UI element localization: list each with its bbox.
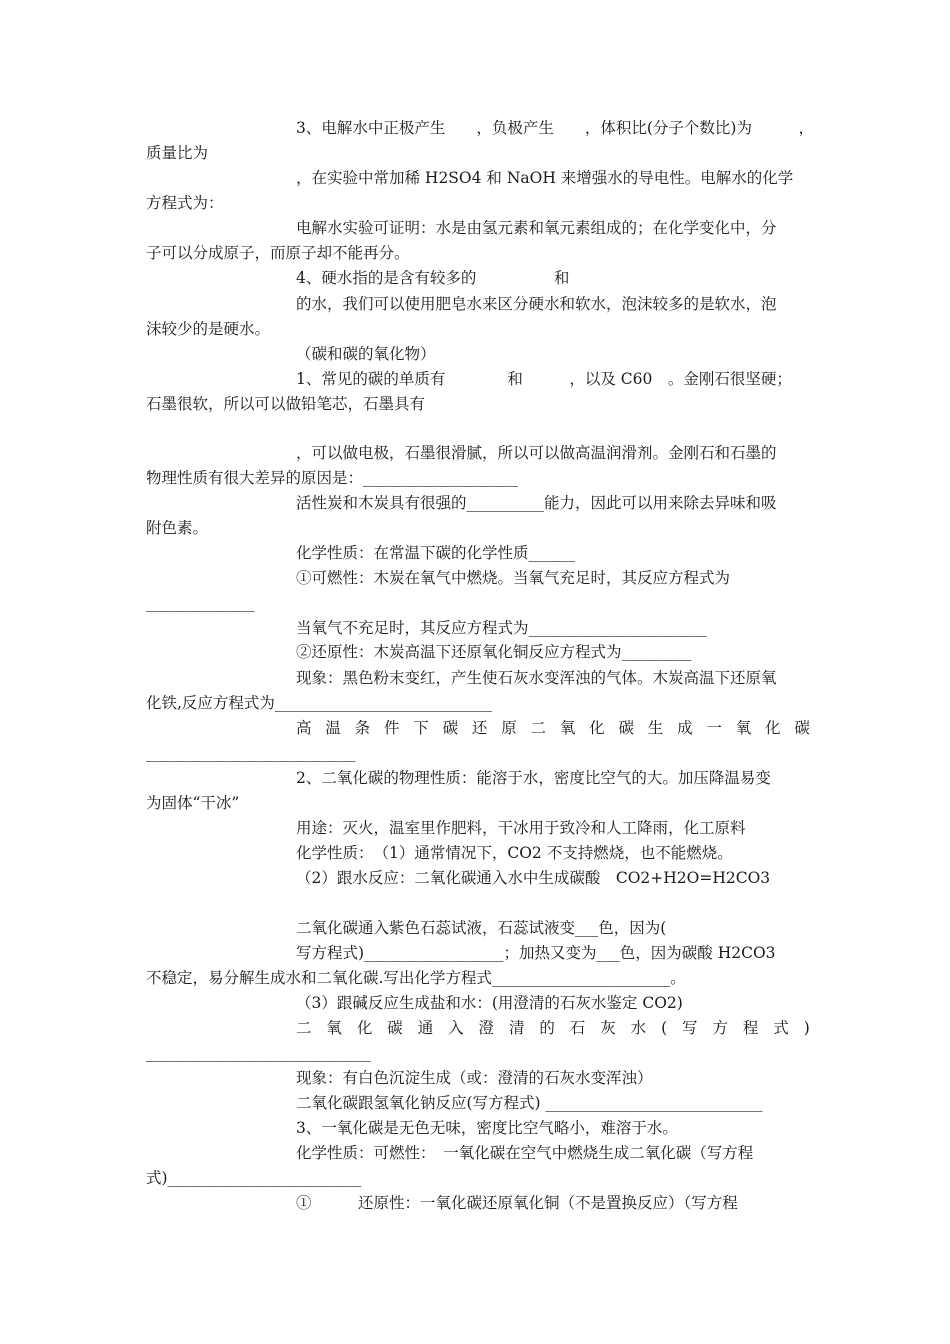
text-line: 为固体“干冰” bbox=[146, 794, 240, 812]
glyph: ( bbox=[661, 1019, 668, 1037]
text-line: 二氧化碳跟氢氧化钠反应(写方程式) ____________________________ bbox=[296, 1094, 763, 1112]
glyph: ) bbox=[803, 1019, 810, 1037]
text-line: 写方程式)__________________；加热又变为___色，因为碳酸 H2CO3 bbox=[296, 944, 776, 962]
glyph: 写 bbox=[682, 1019, 698, 1037]
glyph: 灰 bbox=[600, 1019, 616, 1037]
glyph: 方 bbox=[712, 1019, 728, 1037]
text-line: ______________ bbox=[146, 594, 255, 612]
glyph: 氧 bbox=[326, 1019, 342, 1037]
glyph: 二 bbox=[296, 1019, 312, 1037]
text-line: 式)_________________________ bbox=[146, 1169, 362, 1187]
glyph: 化 bbox=[589, 719, 605, 737]
glyph: 式 bbox=[773, 1019, 789, 1037]
text-line: ① 还原性：一氧化碳还原氧化铜（不是置换反应）（写方程 bbox=[296, 1194, 738, 1212]
glyph: 成 bbox=[677, 719, 693, 737]
text-line: 的水，我们可以使用肥皂水来区分硬水和软水，泡沫较多的是软水，泡 bbox=[296, 295, 777, 313]
glyph: 的 bbox=[539, 1019, 555, 1037]
glyph: 入 bbox=[448, 1019, 464, 1037]
glyph: 碳 bbox=[387, 1019, 403, 1037]
text-line: 电解水实验可证明：水是由氢元素和氧元素组成的；在化学变化中，分 bbox=[296, 219, 777, 237]
text-line: 二氧化碳通入紫色石蕊试液，石蕊试液变___色，因为( bbox=[296, 919, 667, 937]
text-line: 化铁,反应方程式为____________________________ bbox=[146, 694, 492, 712]
glyph: 程 bbox=[742, 1019, 759, 1037]
text-line: 用途：灭火，温室里作肥料，干冰用于致冷和人工降雨，化工原料 bbox=[296, 819, 746, 837]
glyph: 化 bbox=[765, 719, 781, 737]
text-line: ①可燃性：木炭在氧气中燃烧。当氧气充足时，其反应方程式为 bbox=[296, 569, 731, 587]
glyph: 下 bbox=[413, 719, 429, 737]
glyph: 碳 bbox=[794, 719, 810, 737]
section-heading: （碳和碳的氧化物） bbox=[296, 345, 436, 363]
text-line: 石墨很软，所以可以做铅笔芯，石墨具有 bbox=[146, 395, 426, 413]
text-line: 现象：黑色粉末变红，产生使石灰水变浑浊的气体。木炭高温下还原氧 bbox=[296, 669, 777, 687]
text-line: ___________________________ bbox=[146, 744, 356, 762]
glyph: 一 bbox=[706, 719, 722, 737]
text-line: _____________________________ bbox=[146, 1044, 371, 1062]
glyph: 清 bbox=[508, 1019, 525, 1037]
text-line: 方程式为： bbox=[146, 194, 224, 212]
text-line: 3、一氧化碳是无色无味，密度比空气略小，难溶于水。 bbox=[296, 1119, 678, 1137]
text-line: 附色素。 bbox=[146, 519, 209, 537]
glyph: 还 bbox=[471, 719, 488, 737]
text-line: 子可以分成原子，而原子却不能再分。 bbox=[146, 244, 410, 262]
glyph: 高 bbox=[296, 719, 312, 737]
justified-line bbox=[296, 718, 810, 738]
text-line: 1、常见的碳的单质有 和 ，以及 C60 。金刚石很坚硬； bbox=[296, 370, 792, 388]
text-line: ，可以做电极，石墨很滑腻，所以可以做高温润滑剂。金刚石和石墨的 bbox=[296, 444, 777, 462]
text-line: 现象：有白色沉淀生成（或：澄清的石灰水变浑浊） bbox=[296, 1069, 653, 1087]
glyph: 碳 bbox=[618, 719, 634, 737]
text-line: 化学性质：在常温下碳的化学性质______ bbox=[296, 544, 576, 562]
glyph: 原 bbox=[501, 719, 517, 737]
glyph: 氧 bbox=[735, 719, 752, 737]
text-line: 3、电解水中正极产生 ，负极产生 ，体积比(分子个数比)为 ， bbox=[296, 119, 814, 137]
glyph: 条 bbox=[354, 719, 371, 737]
text-line: 质量比为 bbox=[146, 144, 209, 162]
text-line: （2）跟水反应：二氧化碳通入水中生成碳酸 CO2+H2O=H2CO3 bbox=[296, 869, 771, 887]
glyph: 澄 bbox=[478, 1019, 495, 1037]
glyph: 水 bbox=[630, 1019, 647, 1037]
glyph: 件 bbox=[383, 719, 400, 737]
text-line: 化学性质：可燃性： 一氧化碳在空气中燃烧生成二氧化碳（写方程 bbox=[296, 1144, 754, 1162]
glyph: 碳 bbox=[442, 719, 459, 737]
text-line: ②还原性：木炭高温下还原氧化铜反应方程式为_________ bbox=[296, 643, 692, 661]
text-line: 4、硬水指的是含有较多的 和 bbox=[296, 269, 570, 287]
glyph: 石 bbox=[569, 1019, 586, 1037]
text-line: 物理性质有很大差异的原因是：____________________ bbox=[146, 469, 519, 487]
glyph: 温 bbox=[325, 719, 341, 737]
text-line: 不稳定，易分解生成水和二氧化碳.写出化学方程式_______________________。 bbox=[146, 969, 686, 987]
glyph: 二 bbox=[530, 719, 547, 737]
text-line: 活性炭和木炭具有很强的__________能力，因此可以用来除去异味和吸 bbox=[296, 494, 777, 512]
glyph: 氧 bbox=[559, 719, 576, 737]
text-line: ，在实验中常加稀 H2SO4 和 NaOH 来增强水的导电性。电解水的化学 bbox=[296, 169, 794, 187]
glyph: 通 bbox=[417, 1019, 434, 1037]
text-line: 沫较少的是硬水。 bbox=[146, 320, 271, 338]
text-line: 2、二氧化碳的物理性质：能溶于水，密度比空气的大。加压降温易变 bbox=[296, 769, 771, 787]
text-line: 当氧气不充足时，其反应方程式为_______________________ bbox=[296, 619, 707, 637]
text-line: （3）跟碱反应生成盐和水：(用澄清的石灰水鉴定 CO2) bbox=[296, 994, 683, 1012]
glyph: 生 bbox=[647, 719, 664, 737]
justified-line bbox=[296, 1018, 810, 1038]
text-line: 化学性质： （1）通常情况下，CO2 不支持燃烧，也不能燃烧。 bbox=[296, 844, 733, 862]
glyph: 化 bbox=[356, 1019, 373, 1037]
